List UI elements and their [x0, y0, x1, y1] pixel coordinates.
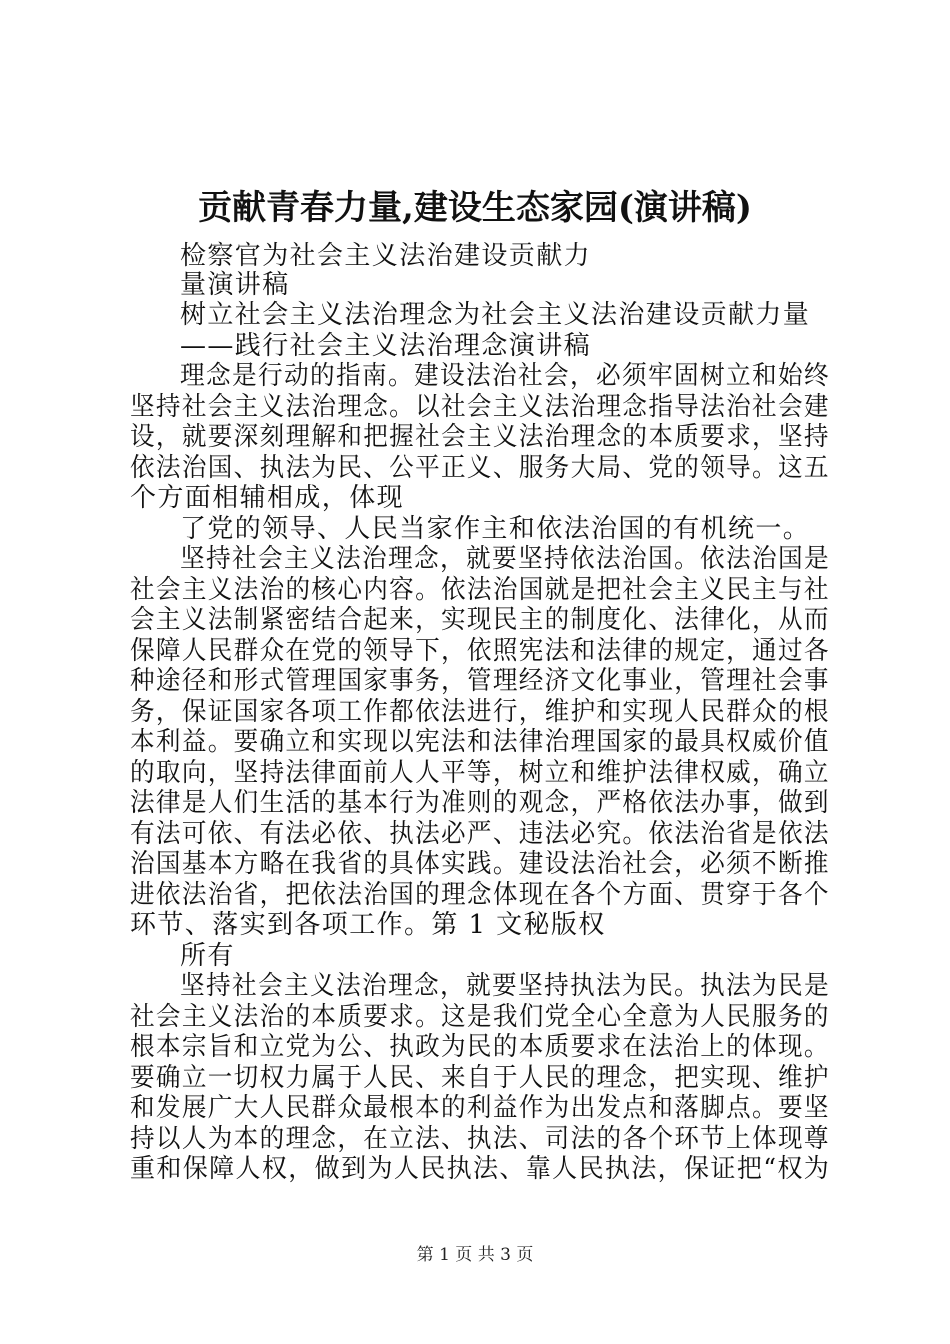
- paragraph-line: 要确立一切权力属于人民、来自于人民的理念，把实现、维护: [130, 1063, 830, 1093]
- paragraph-line: 有法可依、有法必依、执法必严、违法必究。依法治省是依法: [130, 819, 830, 849]
- paragraph-line: 和发展广大人民群众最根本的利益作为出发点和落脚点。要坚: [130, 1093, 830, 1123]
- paragraph-line: 法律是人们生活的基本行为准则的观念，严格依法办事，做到: [130, 788, 830, 818]
- page-number-footer: 第 1 页 共 3 页: [416, 1245, 534, 1265]
- heading-line: 量演讲稿: [180, 270, 290, 300]
- paragraph-line: 坚持社会主义法治理念，就要坚持执法为民。执法为民是: [180, 971, 831, 1001]
- heading-line: 树立社会主义法治理念为社会主义法治建设贡献力量: [180, 300, 811, 330]
- paragraph-line: 会主义法制紧密结合起来，实现民主的制度化、法律化，从而: [130, 605, 830, 635]
- heading-line: ——践行社会主义法治理念演讲稿: [180, 331, 592, 361]
- paragraph-line: 持以人为本的理念，在立法、执法、司法的各个环节上体现尊: [130, 1124, 830, 1154]
- paragraph-line: 本利益。要确立和实现以宪法和法律治理国家的最具权威价值: [130, 727, 830, 757]
- document-title: 贡献青春力量,建设生态家园(演讲稿): [197, 188, 752, 228]
- paragraph-line: 个方面相辅相成，体现: [130, 483, 405, 513]
- paragraph-line: 环节、落实到各项工作。第 1 文秘版权: [130, 910, 606, 940]
- paragraph-line: 务，保证国家各项工作都依法进行，维护和实现人民群众的根: [130, 697, 830, 727]
- paragraph-line: 依法治国、执法为民、公平正义、服务大局、党的领导。这五: [130, 453, 830, 483]
- paragraph-line: 进依法治省，把依法治国的理念体现在各个方面、贯穿于各个: [130, 880, 830, 910]
- paragraph-line: 坚持社会主义法治理念，就要坚持依法治国。依法治国是: [180, 544, 831, 574]
- heading-line: 检察官为社会主义法治建设贡献力: [180, 241, 592, 271]
- paragraph-line: 保障人民群众在党的领导下，依照宪法和法律的规定，通过各: [130, 636, 830, 666]
- paragraph-line: 了党的领导、人民当家作主和依法治国的有机统一。: [180, 514, 811, 544]
- paragraph-line: 设，就要深刻理解和把握社会主义法治理念的本质要求，坚持: [130, 422, 830, 452]
- paragraph-line: 重和保障人权，做到为人民执法、靠人民执法，保证把“权为: [130, 1154, 831, 1184]
- paragraph-line: 所有: [180, 941, 235, 971]
- paragraph-line: 治国基本方略在我省的具体实践。建设法治社会，必须不断推: [130, 849, 830, 879]
- paragraph-line: 种途径和形式管理国家事务，管理经济文化事业，管理社会事: [130, 666, 830, 696]
- paragraph-line: 根本宗旨和立党为公、执政为民的本质要求在法治上的体现。: [130, 1032, 830, 1062]
- paragraph-line: 社会主义法治的本质要求。这是我们党全心全意为人民服务的: [130, 1002, 830, 1032]
- paragraph-line: 理念是行动的指南。建设法治社会，必须牢固树立和始终: [180, 361, 831, 391]
- paragraph-line: 坚持社会主义法治理念。以社会主义法治理念指导法治社会建: [130, 392, 830, 422]
- paragraph-line: 社会主义法治的核心内容。依法治国就是把社会主义民主与社: [130, 575, 830, 605]
- paragraph-line: 的取向，坚持法律面前人人平等，树立和维护法律权威，确立: [130, 758, 830, 788]
